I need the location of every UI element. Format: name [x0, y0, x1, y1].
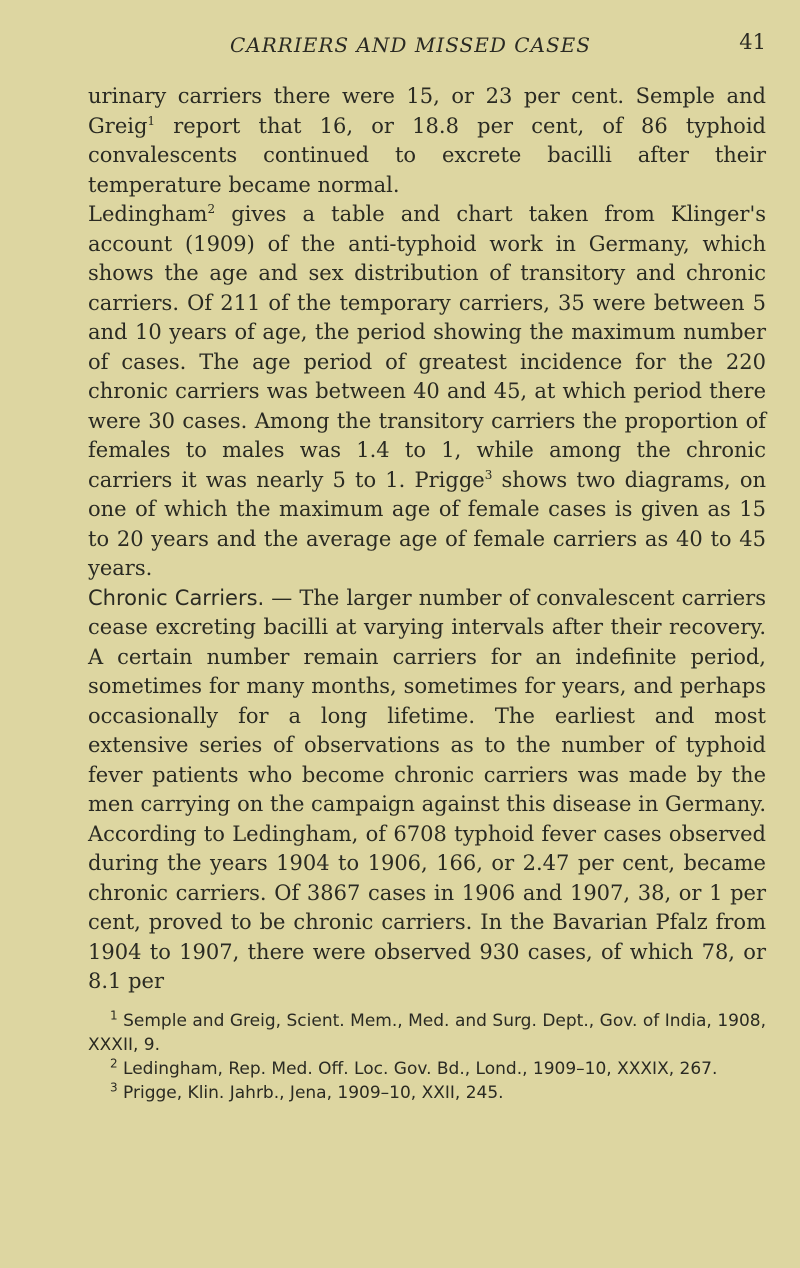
footnote-mark: 1: [110, 1007, 118, 1022]
paragraph: [88, 200, 766, 584]
paragraph-text: urinary carriers there were 15, or 23 per cent. Semple and Greig: [88, 84, 766, 138]
running-title: CARRIERS AND MISSED CASES: [230, 33, 591, 57]
footnote-ref: 2: [207, 202, 216, 216]
paragraph-text: report that 16, or 18.8 per cent, of 86 typhoid convalescents continued to excrete bacilli after their temperature became normal.: [88, 113, 766, 197]
paragraph-text: — The larger number of convalescent carriers cease excreting bacilli at varying intervals after their recovery. A certain number remain carriers for an indefinite period, sometimes for many months, sometimes for years, and perhaps occasionally for a long lifetime. The earliest and most extensive series of observations as to the number of typhoid fever patients who become chronic carriers was made by the men carrying on the campaign against this disease in Germany. According to Ledingham, of 6708 typhoid fever cases observed during the years 1904 to 1906, 166, or 2.47 per cent, became chronic carriers. Of 3867 cases in 1906 and 1907, 38, or 1 per cent, proved to be chronic carriers. In the Bavarian Pfalz from 1904 to 1907, there were observed 930 cases, of which 78, or 8.1 per: [88, 585, 766, 993]
body-text: [88, 82, 766, 997]
book-page: [88, 0, 766, 1105]
footnote-ref: 1: [147, 113, 156, 128]
footnote-text: Prigge, Klin. Jahrb., Jena, 1909–10, XXII, 245.: [117, 1082, 504, 1103]
paragraph-text: gives a table and chart taken from Klinger's account (1909) of the anti-typhoid work in Germany, which shows the age and sex distribution of transitory and chronic carriers. Of 211 of the temporary carriers, 35 were between 5 and 10 years of age, the period showing the maximum number of cases. The age period of greatest incidence for the 220 chronic carriers was between 40 and 45, at which period there were 30 cases. Among the transitory carriers the proportion of females to males was 1.4 to 1, while among the chronic carriers it was nearly 5 to 1. Prigge: [88, 202, 766, 492]
paragraph-text: shows two diagrams, on one of which the maximum age of female cases is given as 15 to 20 years and the average age of female carriers as 40 to 45 years.: [88, 467, 766, 580]
footnote: [88, 1009, 766, 1057]
page-number: 41: [739, 30, 766, 54]
page-header: [88, 0, 766, 82]
section-heading: Chronic Carriers.: [88, 585, 265, 610]
footnote-mark: 2: [110, 1055, 118, 1070]
footnote: [88, 1057, 766, 1081]
footnote-mark: 3: [110, 1079, 118, 1094]
paragraph-text: Ledingham: [88, 202, 208, 226]
footnotes: [88, 1009, 766, 1105]
paragraph: [88, 82, 766, 200]
footnote-text: Ledingham, Rep. Med. Off. Loc. Gov. Bd., Lond., 1909–10, XXXIX, 267.: [117, 1058, 718, 1079]
footnote: [88, 1081, 766, 1105]
footnote-text: Semple and Greig, Scient. Mem., Med. and Surg. Dept., Gov. of India, 1908, XXXII, 9.: [88, 1010, 766, 1055]
paragraph: [88, 584, 766, 997]
footnote-ref: 3: [484, 467, 493, 482]
